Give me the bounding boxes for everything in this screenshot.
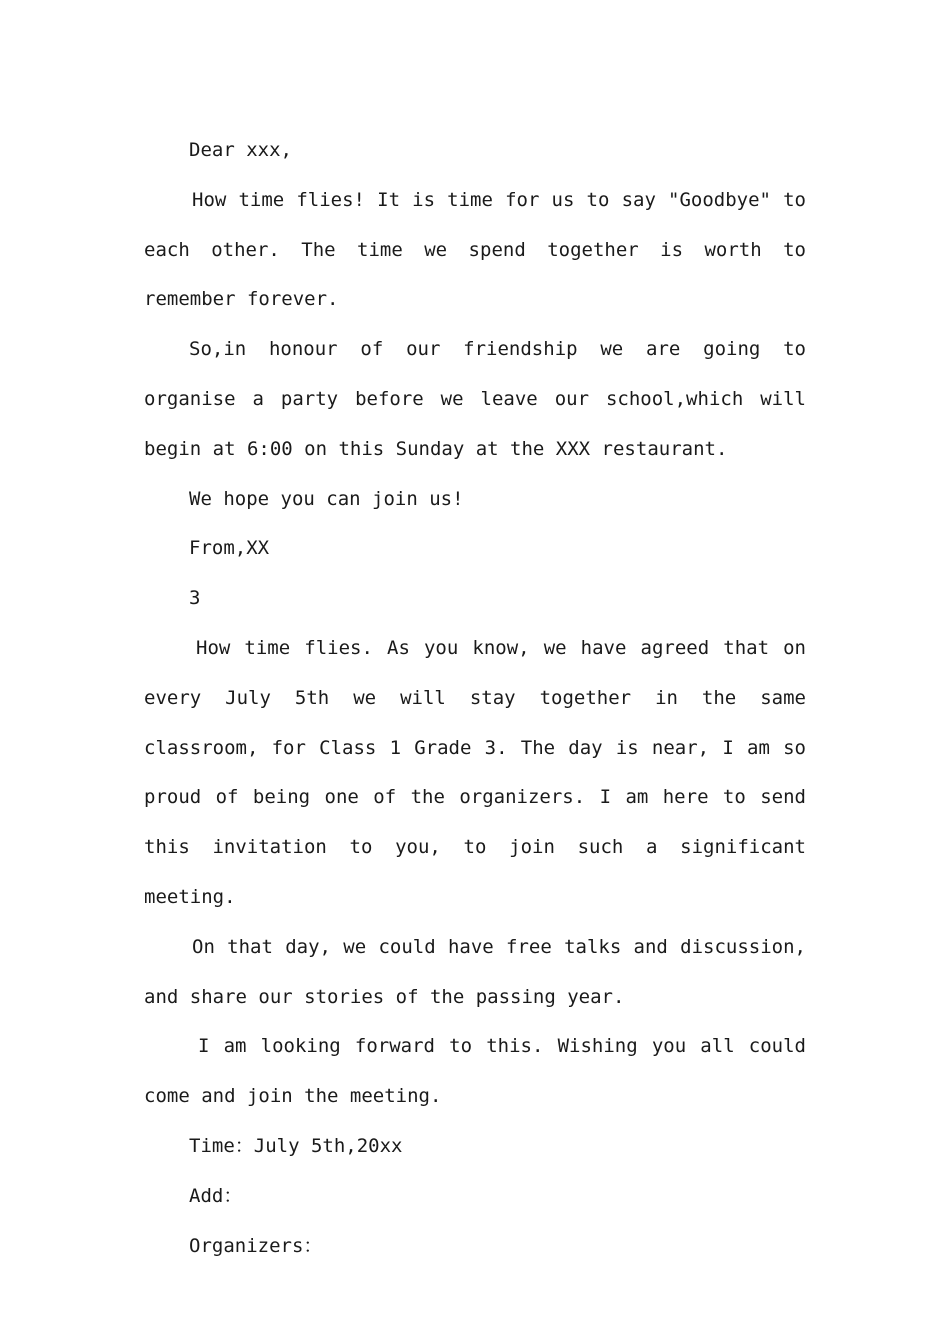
address-line: Add： [189,1184,243,1207]
letter2-paragraph-3: I am looking forward to this. Wishing you all could come and join the meeting. [144,1035,806,1108]
salutation: Dear xxx, [189,139,292,161]
letter1-paragraph-3: We hope you can join us! [189,487,464,510]
letter1-paragraph-2: So,in honour of our friendship we are going to organise a party before we leave our school,which will begin at 6:00 on this Sunday at the XXX restaurant. [144,338,806,460]
letter2-paragraph-2: On that day, we could have free talks and discussion, and share our stories of the passing year. [144,935,806,1008]
organizers-line: Organizers： [189,1234,323,1257]
letter2-paragraph-1: How time flies. As you know, we have agreed that on every July 5th we will stay together in the same classroom, for Class 1 Grade 3. The day is near, I am so proud of being one of the organizers. I am here to send this invitation to you, to join such a significant meeting. [144,636,806,908]
document-body [144,126,806,1271]
letter1-paragraph-1: How time flies! It is time for us to say "Goodbye" to each other. The time we spend together is worth to remember forever. [144,188,806,311]
time-line: Time：July 5th,20xx [189,1134,403,1157]
letter1-signoff: From,XX [189,537,270,560]
section-number: 3 [189,587,201,610]
